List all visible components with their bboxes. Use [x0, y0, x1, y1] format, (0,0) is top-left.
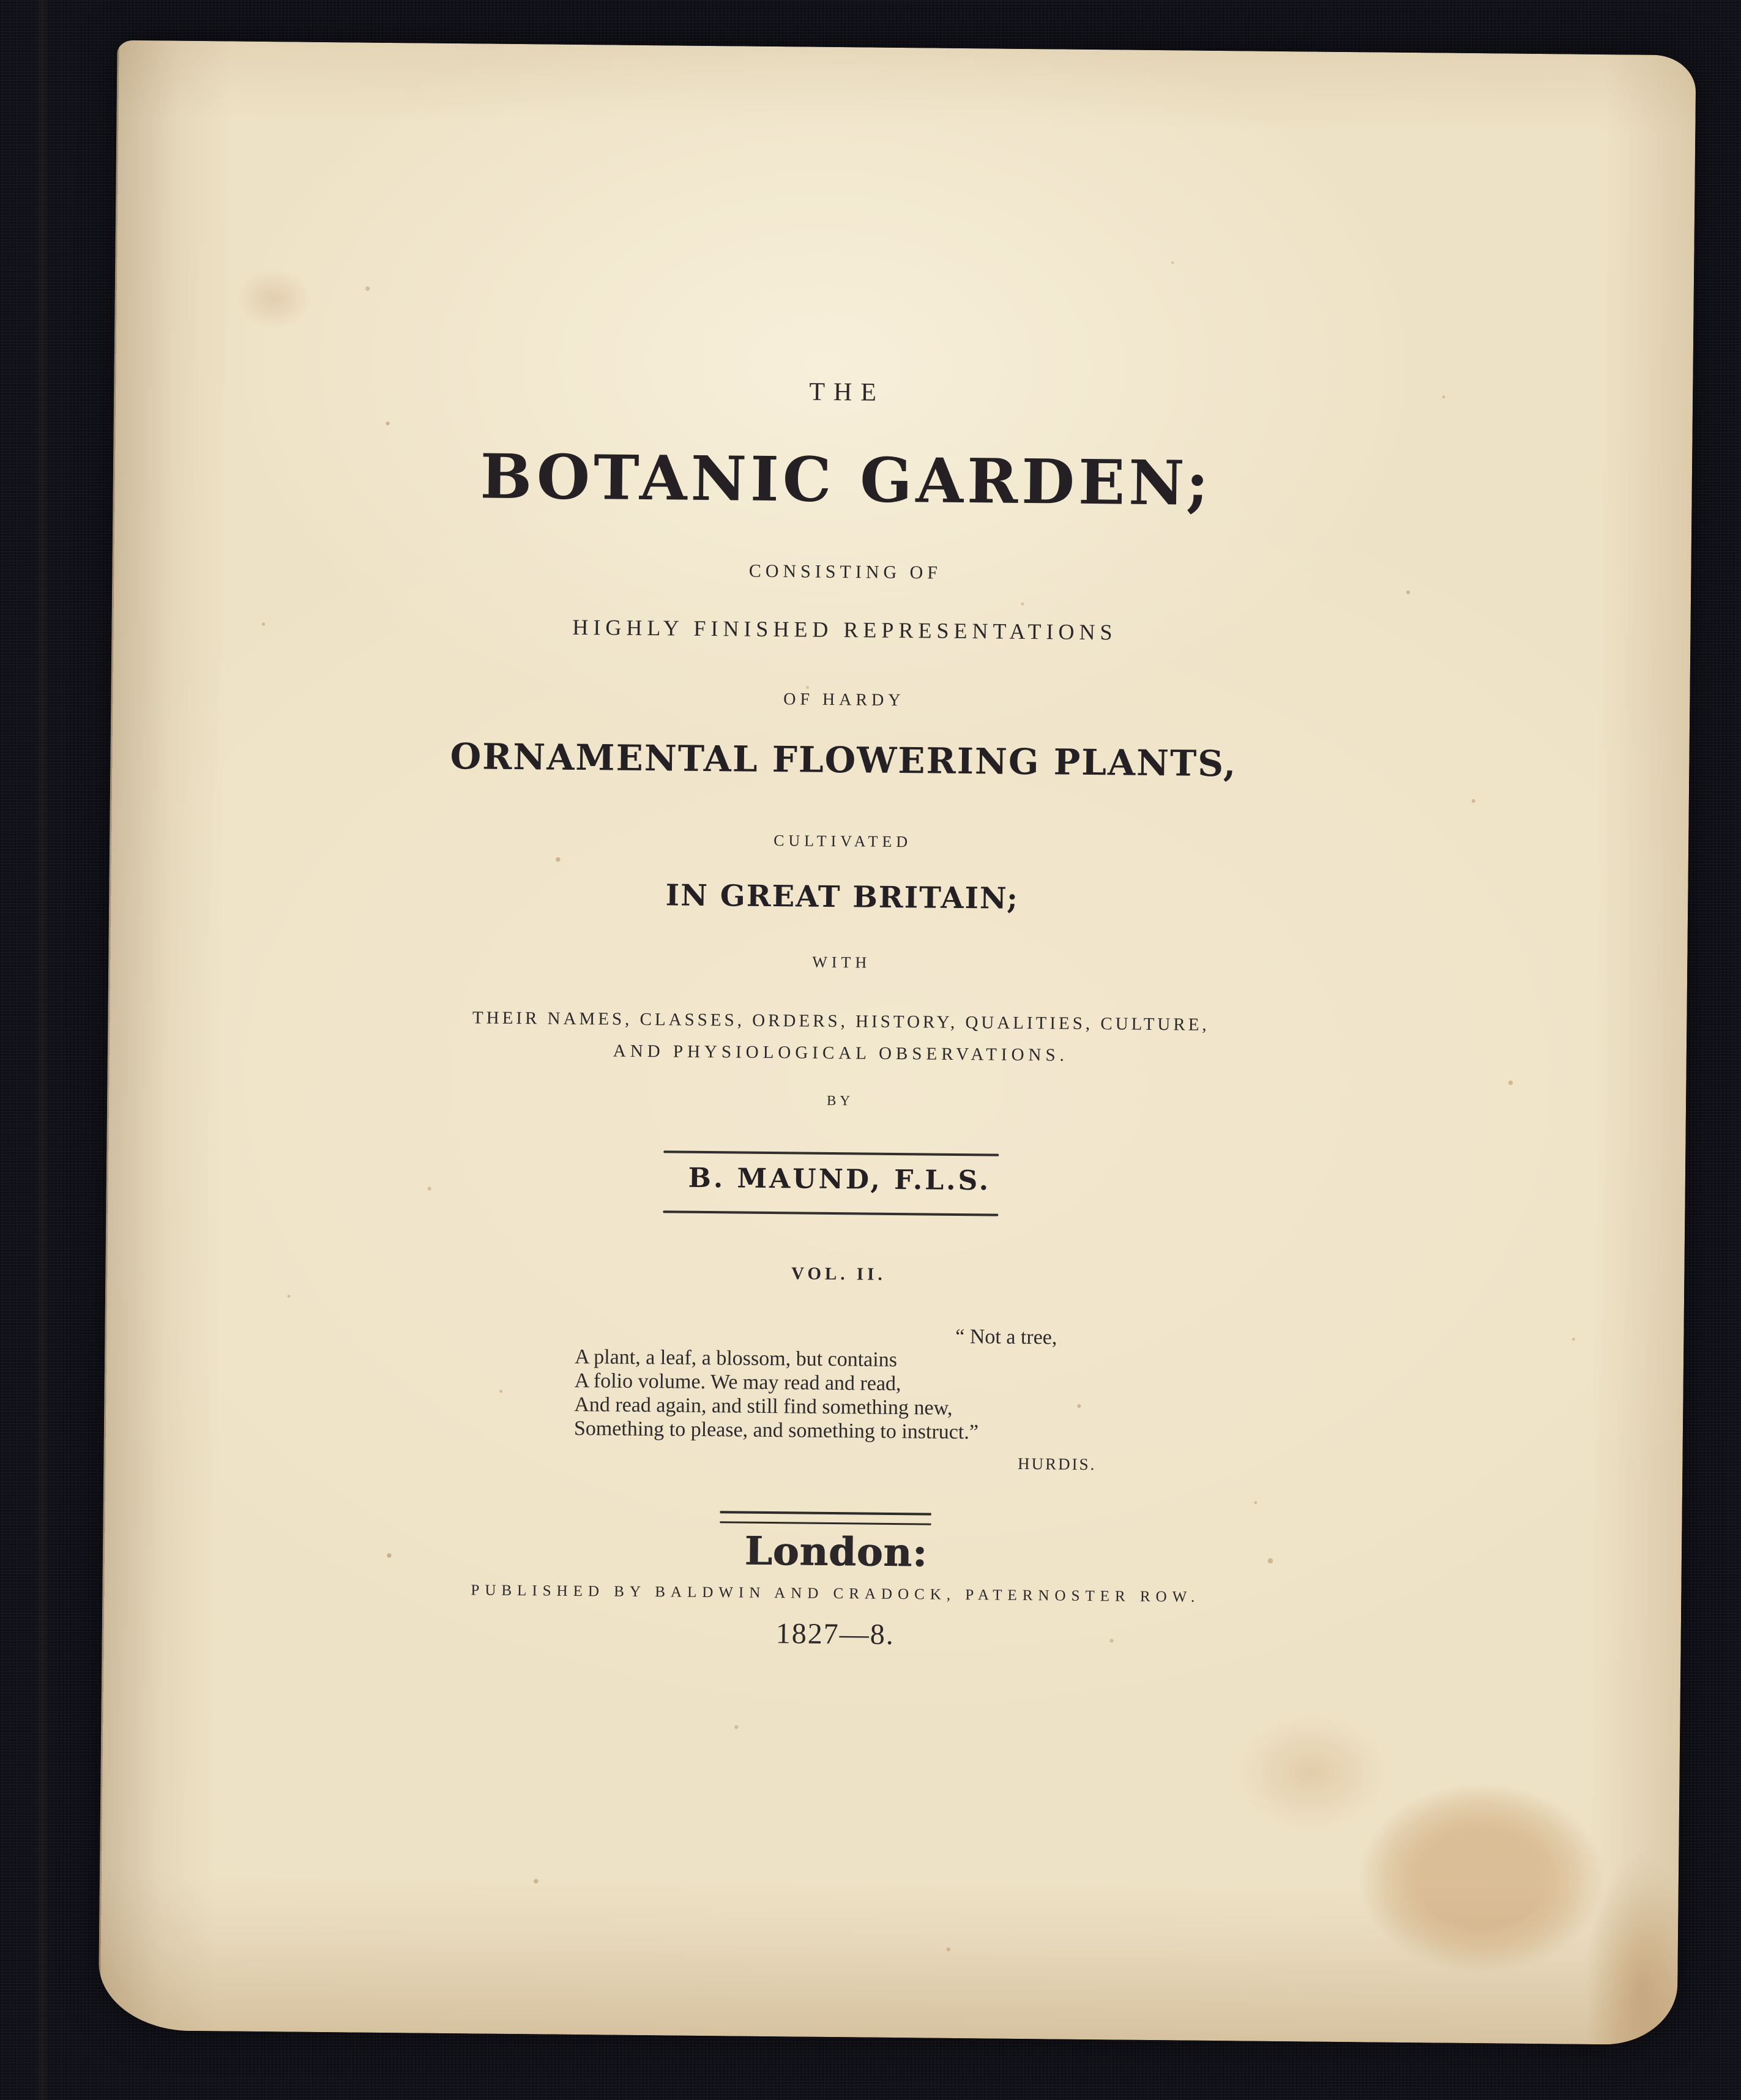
consisting-of-line: CONSISTING OF: [748, 560, 942, 583]
rule-above-author: [663, 1150, 999, 1156]
epigraph-attribution: HURDIS.: [1017, 1454, 1097, 1474]
rule-below-author: [663, 1210, 998, 1216]
imprint-city: London:: [744, 1528, 928, 1576]
title-page: [98, 40, 1696, 2046]
half-title: THE: [809, 378, 885, 407]
plants-line: ORNAMENTAL FLOWERING PLANTS,: [450, 735, 1237, 785]
with-line: WITH: [812, 953, 871, 972]
representations-line: HIGHLY FINISHED REPRESENTATIONS: [572, 614, 1117, 645]
great-britain-line: IN GREAT BRITAIN;: [665, 878, 1020, 916]
epigraph-line: “ Not a tree,: [955, 1325, 1057, 1349]
imprint-year: 1827—8.: [775, 1617, 895, 1651]
facing-page-edge: [0, 0, 108, 2100]
author-name: B. MAUND, F.L.S.: [688, 1162, 991, 1197]
cultivated-line: CULTIVATED: [774, 832, 912, 851]
by-line: BY: [826, 1092, 854, 1109]
epigraph-line: A folio volume. We may read and read,: [574, 1369, 901, 1396]
epigraph-line: And read again, and still find something new,: [574, 1393, 953, 1420]
of-hardy-line: OF HARDY: [783, 690, 905, 710]
epigraph: [573, 1321, 1101, 1476]
imprint-publisher: PUBLISHED BY BALDWIN AND CRADOCK, PATERNOSTER ROW.: [471, 1582, 1201, 1606]
epigraph-line: A plant, a leaf, a blossom, but contains: [574, 1345, 898, 1372]
contents-line-1: THEIR NAMES, CLASSES, ORDERS, HISTORY, QUALITIES, CULTURE,: [472, 1008, 1210, 1035]
title-page-text: [98, 40, 1583, 2044]
imprint-double-rule: [720, 1511, 931, 1525]
contents-line-2: AND PHYSIOLOGICAL OBSERVATIONS.: [613, 1041, 1068, 1065]
book-title: BOTANIC GARDEN;: [480, 440, 1213, 519]
epigraph-line: Something to please, and something to instruct.”: [573, 1417, 979, 1444]
volume-number: VOL. II.: [791, 1264, 886, 1284]
